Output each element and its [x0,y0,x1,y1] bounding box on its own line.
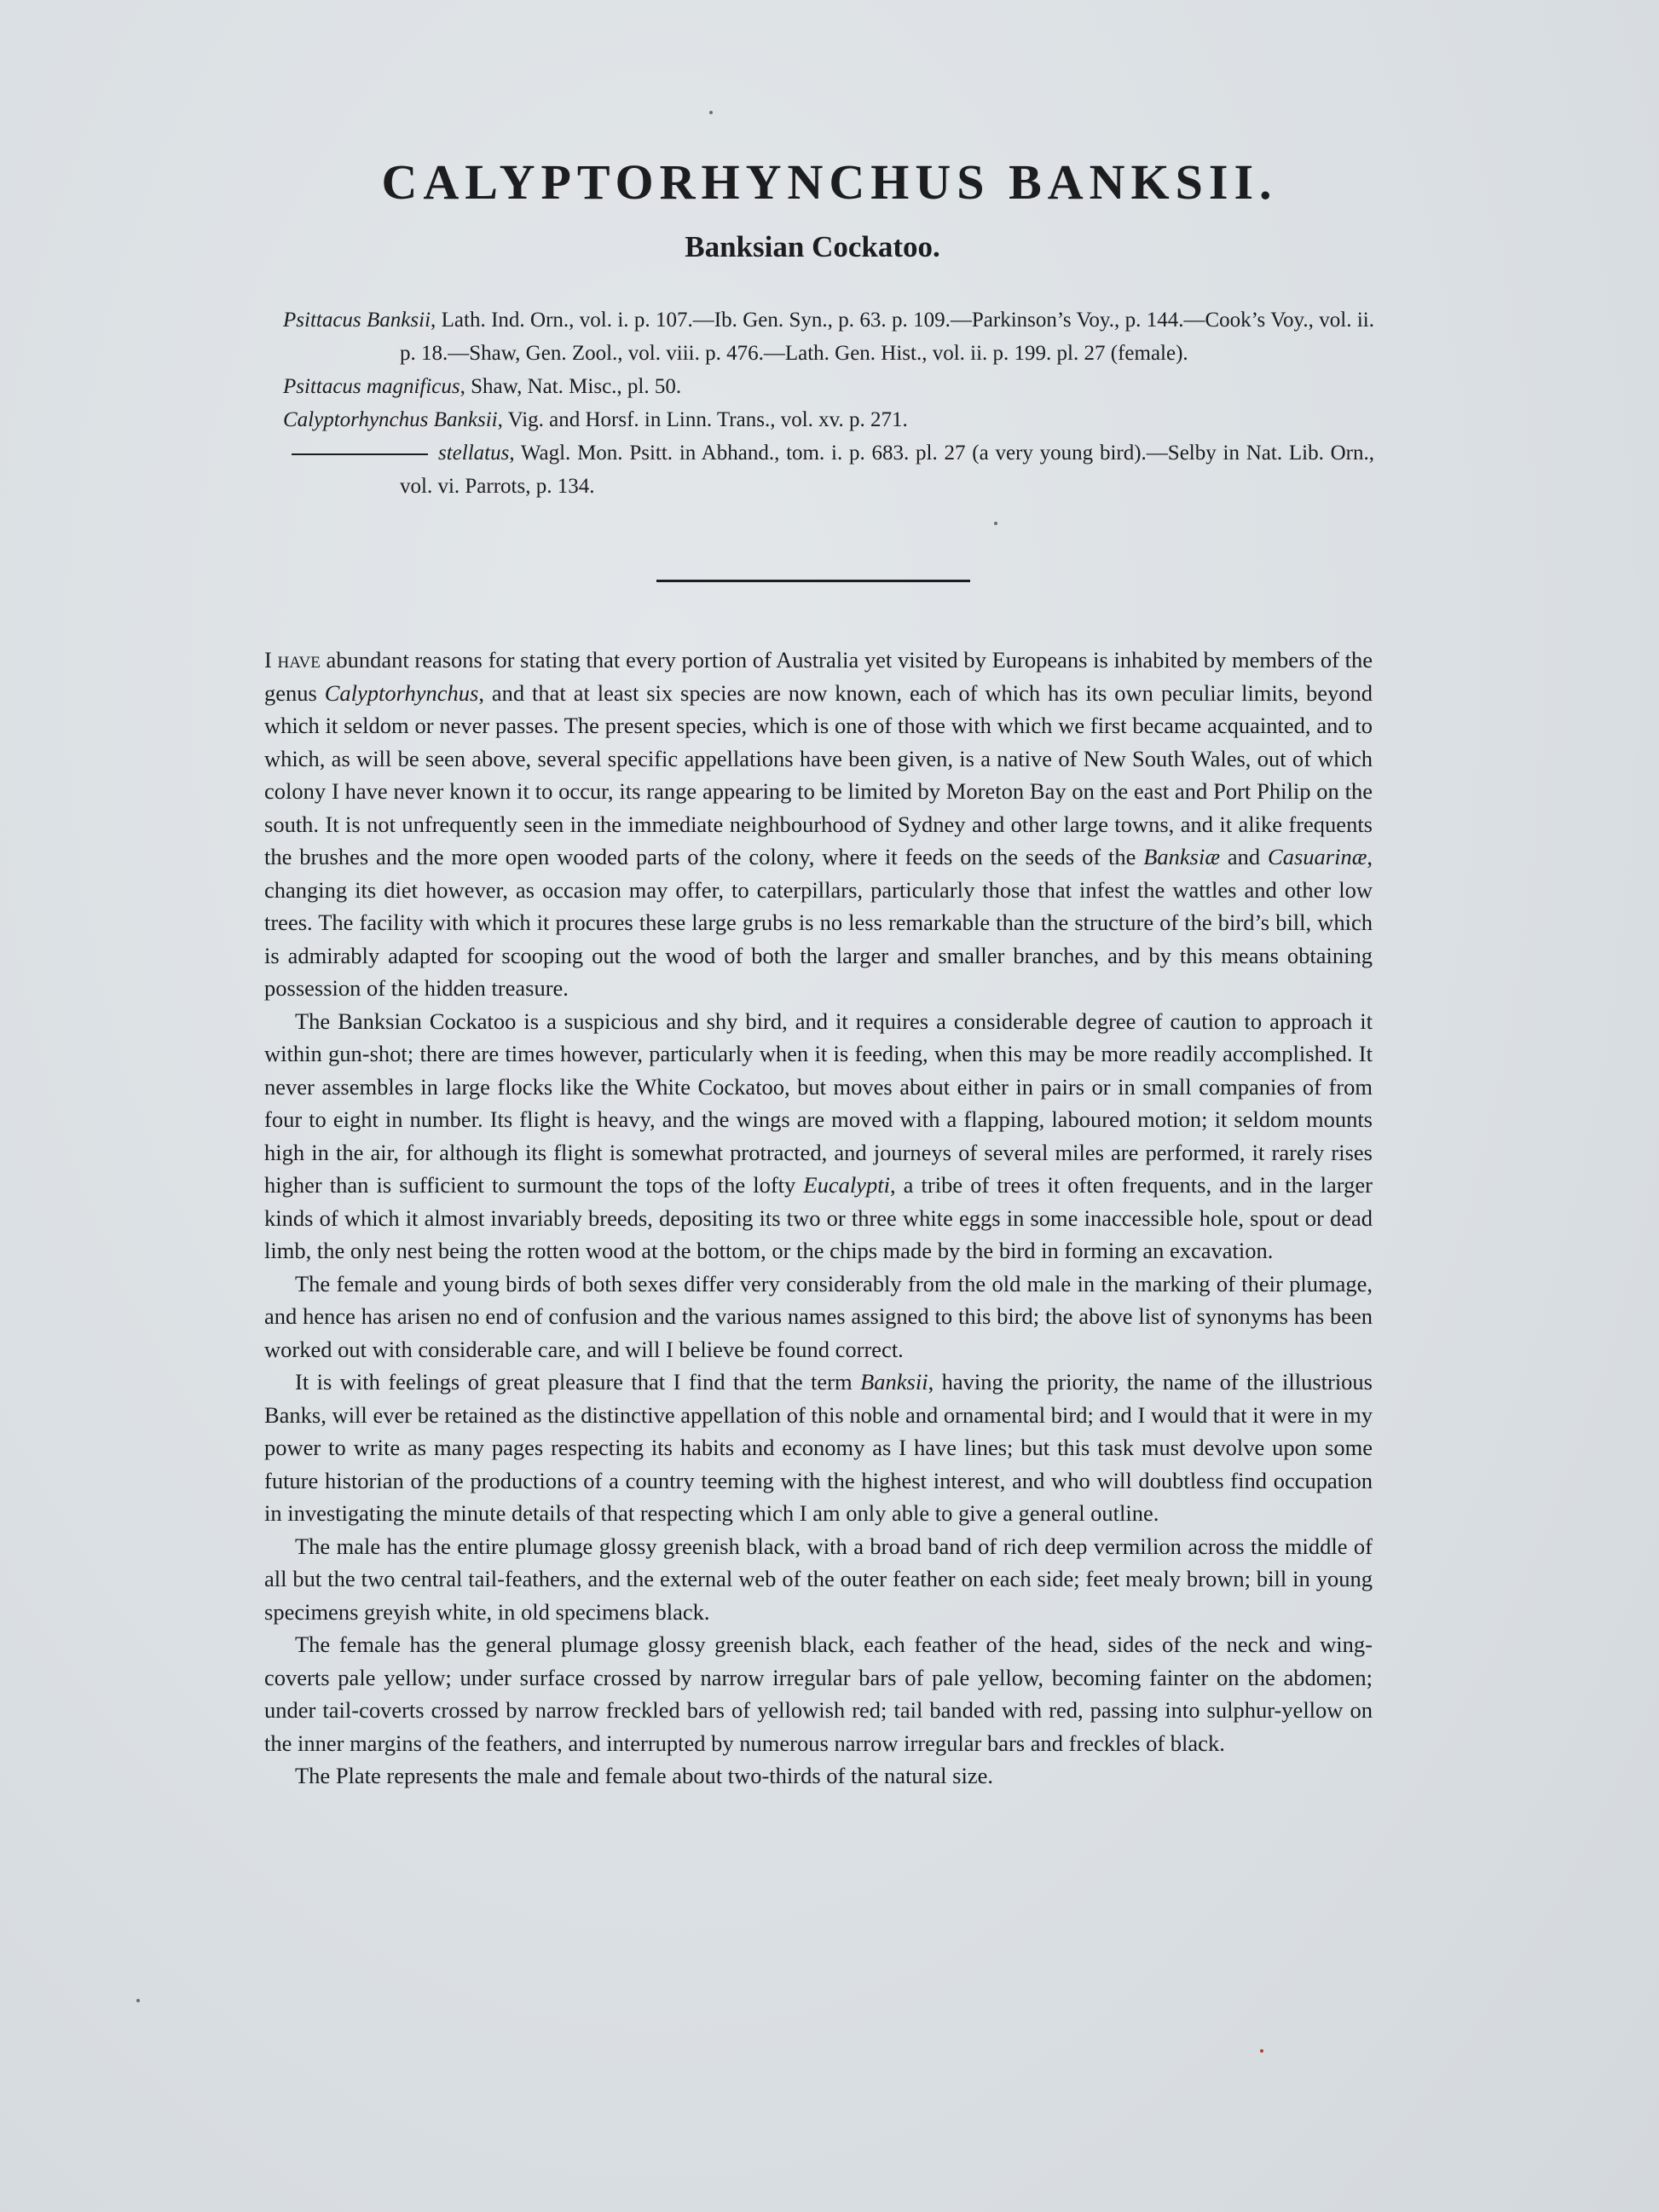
italic-term: Banksiæ [1143,844,1221,869]
synonym-entry [283,303,1374,370]
paragraph-3 [264,1268,1373,1366]
text-run: , a tribe of trees it often frequents, and in the larger kinds of which it almost invariably breeds, depositing its two or three white eggs in some inaccessible hole, spout or dead limb, the only nest being the rotten wood at the bottom, or the chips made by the bird in forming an excavation. [264,1172,1373,1263]
italic-term: Banksii [860,1369,928,1395]
paragraph-6 [264,1628,1373,1759]
text-run: The Banksian Cockatoo is a suspicious and shy bird, and it requires a considerable degree of caution to approach it within gun-shot; there are times however, particularly when it is feeding, when this may be more readily accomplished. It never assembles in large flocks like the White Cockatoo, but moves about either in pairs or in small companies of from four to eight in number. Its flight is heavy, and the wings are moved with a flapping, laboured motion; it seldom mounts high in the air, for although its flight is somewhat protracted, and journeys of several miles are performed, it rarely rises higher than is sufficient to surmount the tops of the lofty [264,1008,1373,1198]
text-run: The female has the general plumage glossy greenish black, each feather of the head, sides of the neck and wing-coverts pale yellow; under surface crossed by narrow irregular bars of pale yellow, becoming fainter on the abdomen; under tail-coverts crossed by narrow freckled bars of yellowish red; tail banded with red, passing into sulphur-yellow on the inner margins of the feathers, and interrupted by numerous narrow irregular bars and freckles of black. [264,1632,1373,1756]
synonym-entry [283,436,1374,503]
italic-term: Eucalypti [803,1172,890,1198]
paragraph-1 [264,644,1373,1005]
synonym-name: stellatus [438,442,510,465]
italic-term: Casuarinæ [1268,844,1367,869]
synonym-reference: , Wagl. Mon. Psitt. in Abhand., tom. i. p. 683. pl. 27 (a very young bird).—Selby in Nat. Lib. Orn., vol. vi. Parrots, p. 134. [400,442,1374,498]
paragraph-4 [264,1366,1373,1530]
synonym-entry [283,403,1374,436]
paragraph-7 [264,1759,1373,1793]
paper-speck [709,111,713,114]
article-body [264,644,1373,1793]
ditto-dash [292,453,428,455]
text-run: It is with feelings of great pleasure that I find that the term [295,1369,861,1395]
text-run: The Plate represents the male and female about two-thirds of the natural size. [295,1763,993,1788]
synonym-list [283,303,1374,503]
page-title: CALYPTORHYNCHUS BANKSII. [381,154,1278,210]
italic-term: Calyptorhynchus [324,679,479,706]
paragraph-2 [264,1005,1373,1268]
text-run: , having the priority, the name of the illustrious Banks, will ever be retained as the distinctive appellation of this noble and ornamental bird; and I would that it were in my power to write as many pages respecting its habits and economy as I have lines; but this task must devolve upon some future historian of the productions of a country teeming with the highest interest, and who will doubtless find occupation in investigating the minute details of that respecting which I am only able to give a general outline. [264,1369,1373,1526]
text-run: , changing its diet however, as occasion may offer, to caterpillars, particularly those that infest the wattles and other low trees. The facility with which it procures these large grubs is no less remarkable than the structure of the bird’s bill, which is admirably adapted for scooping out the wood of both the larger and smaller branches, and by this means obtaining possession of the hidden treasure. [264,844,1373,1001]
text-run: abundant reasons for stating that every portion of Australia yet visited by Europeans is inhabited by members of the genus [264,647,1373,706]
paper-speck [994,522,997,525]
section-divider [656,580,970,582]
synonym-reference: , Vig. and Horsf. in Linn. Trans., vol. xv. p. 271. [497,408,908,431]
synonym-reference: , Lath. Ind. Orn., vol. i. p. 107.—Ib. Gen. Syn., p. 63. p. 109.—Parkinson’s Voy., p. 144.—Cook’s Voy., vol. ii. p. 18.—Shaw, Gen. Zool., vol. viii. p. 476.—Lath. Gen. Hist., vol. ii. p. 199. pl. 27 (female). [400,309,1374,365]
text-run: and [1220,844,1269,869]
synonym-name: Psittacus Banksii [283,309,431,332]
text-run: The male has the entire plumage glossy greenish black, with a broad band of rich deep vermilion across the middle of all but the two central tail-feathers, and the external web of the outer feather on each side; feet mealy brown; bill in young specimens greyish white, in old specimens black. [264,1533,1373,1625]
text-run: The female and young birds of both sexes differ very considerably from the old male in the marking of their plumage, and hence has arisen no end of confusion and the various names assigned to this bird; the above list of synonyms has been worked out with considerable care, and will I believe be found correct. [264,1270,1373,1362]
page-subtitle: Banksian Cockatoo. [685,230,940,263]
drop-lead: I have [264,647,321,673]
synonym-name: Calyptorhynchus Banksii [283,408,498,431]
paper-speck [136,1999,140,2002]
synonym-entry [283,370,1374,403]
synonym-name: Psittacus magnificus [283,375,460,398]
text-run: , and that at least six species are now known, each of which has its own peculiar limits, beyond which it seldom or never passes. The present species, which is one of those with which we first became acquainted, and to which, as will be seen above, several specific appellations have been given, is a native of New South Wales, out of which colony I have never known it to occur, its range appearing to be limited by Moreton Bay on the east and Port Philip on the south. It is not unfrequently seen in the immediate neighbourhood of Sydney and other large towns, and it alike frequents the brushes and the more open wooded parts of the colony, where it feeds on the seeds of the [264,679,1373,869]
paper-speck [1260,2049,1263,2053]
synonym-reference: , Shaw, Nat. Misc., pl. 50. [460,375,682,398]
paragraph-5 [264,1530,1373,1629]
